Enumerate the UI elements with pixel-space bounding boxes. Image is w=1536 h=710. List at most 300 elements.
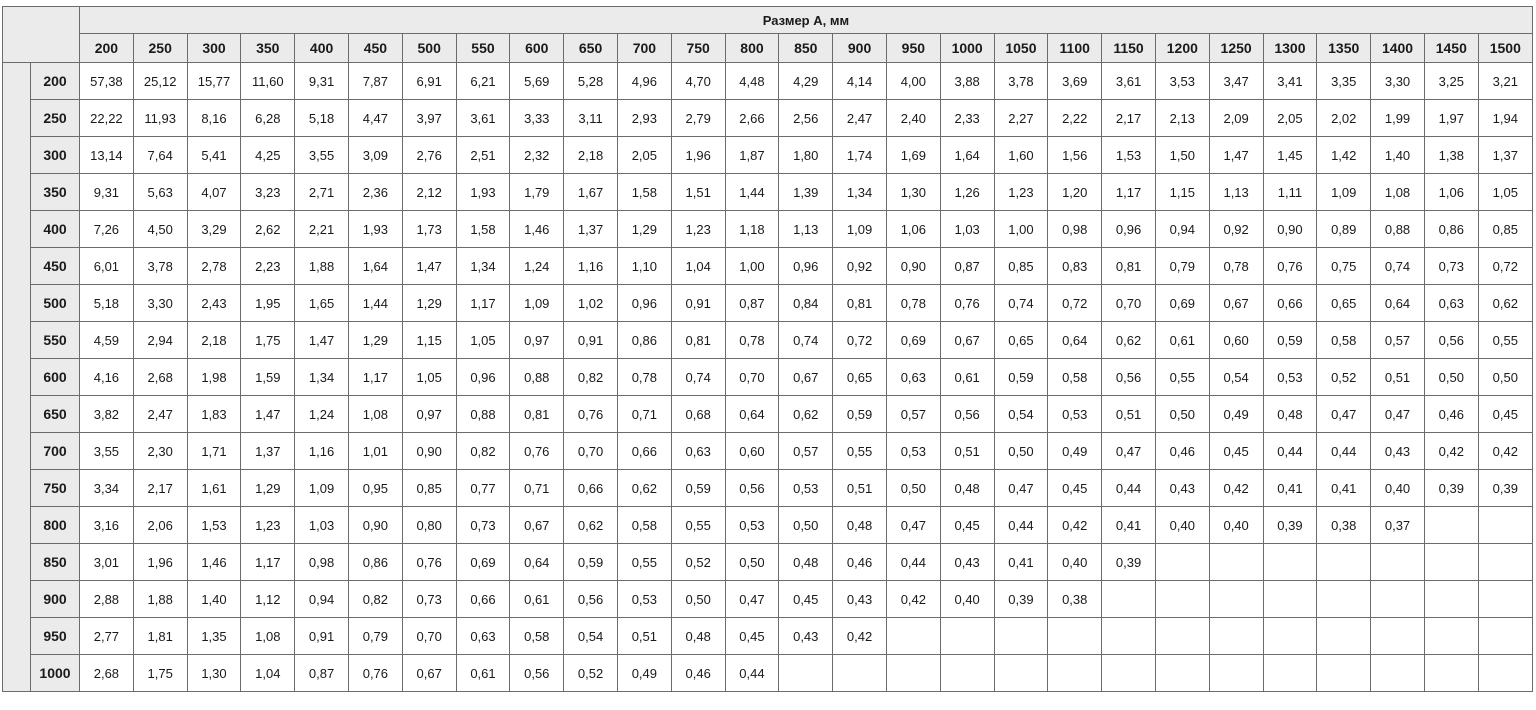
table-cell: 8,16 <box>187 100 241 137</box>
table-cell: 0,63 <box>1424 285 1478 322</box>
table-cell: 1,37 <box>241 433 295 470</box>
table-cell: 4,96 <box>617 63 671 100</box>
table-cell: 0,55 <box>671 507 725 544</box>
table-cell: 1,11 <box>1263 174 1317 211</box>
table-cell: 0,59 <box>994 359 1048 396</box>
table-cell: 0,73 <box>1424 248 1478 285</box>
table-cell: 3,61 <box>456 100 510 137</box>
table-cell: 0,95 <box>348 470 402 507</box>
table-cell: 0,55 <box>617 544 671 581</box>
table-cell <box>1155 655 1209 692</box>
table-cell: 3,69 <box>1048 63 1102 100</box>
table-cell: 5,41 <box>187 137 241 174</box>
row-header: 750 <box>31 470 80 507</box>
table-cell: 0,66 <box>617 433 671 470</box>
table-cell: 1,34 <box>295 359 349 396</box>
table-cell: 0,84 <box>779 285 833 322</box>
table-cell: 0,85 <box>1478 211 1532 248</box>
table-cell: 0,45 <box>1048 470 1102 507</box>
table-cell: 0,81 <box>510 396 564 433</box>
table-cell: 1,46 <box>187 544 241 581</box>
table-cell: 0,51 <box>1371 359 1425 396</box>
table-cell: 1,04 <box>241 655 295 692</box>
table-cell: 0,43 <box>833 581 887 618</box>
table-cell: 1,96 <box>671 137 725 174</box>
table-cell <box>1209 655 1263 692</box>
table-cell: 0,39 <box>1424 470 1478 507</box>
corner-cell <box>3 7 80 63</box>
table-cell: 2,30 <box>133 433 187 470</box>
table-cell: 0,96 <box>456 359 510 396</box>
table-cell: 1,93 <box>348 211 402 248</box>
table-cell: 0,76 <box>1263 248 1317 285</box>
table-cell: 0,56 <box>564 581 618 618</box>
table-cell: 4,59 <box>80 322 134 359</box>
column-header: 400 <box>295 34 349 63</box>
table-cell <box>994 618 1048 655</box>
table-cell: 1,17 <box>456 285 510 322</box>
table-cell: 0,76 <box>510 433 564 470</box>
table-cell: 5,63 <box>133 174 187 211</box>
table-cell: 0,62 <box>617 470 671 507</box>
table-cell <box>1371 581 1425 618</box>
table-cell: 1,18 <box>725 211 779 248</box>
table-cell: 0,48 <box>779 544 833 581</box>
table-cell: 1,13 <box>779 211 833 248</box>
table-cell: 1,95 <box>241 285 295 322</box>
table-cell: 0,50 <box>1424 359 1478 396</box>
table-cell: 0,76 <box>402 544 456 581</box>
table-cell: 0,67 <box>510 507 564 544</box>
table-cell: 13,14 <box>80 137 134 174</box>
table-cell: 3,33 <box>510 100 564 137</box>
table-cell: 2,51 <box>456 137 510 174</box>
table-cell: 2,22 <box>1048 100 1102 137</box>
table-cell: 2,68 <box>80 655 134 692</box>
table-cell: 1,74 <box>833 137 887 174</box>
table-cell: 0,49 <box>617 655 671 692</box>
table-cell: 1,16 <box>564 248 618 285</box>
table-cell: 0,64 <box>725 396 779 433</box>
table-cell: 0,90 <box>348 507 402 544</box>
table-cell: 0,45 <box>1209 433 1263 470</box>
table-cell: 1,29 <box>402 285 456 322</box>
table-cell: 0,58 <box>510 618 564 655</box>
table-cell: 0,82 <box>564 359 618 396</box>
table-cell: 1,46 <box>510 211 564 248</box>
table-cell: 0,72 <box>833 322 887 359</box>
table-cell: 0,46 <box>1155 433 1209 470</box>
column-header: 1050 <box>994 34 1048 63</box>
table-cell: 0,50 <box>886 470 940 507</box>
table-cell: 0,67 <box>779 359 833 396</box>
table-cell <box>779 655 833 692</box>
table-cell: 0,47 <box>1371 396 1425 433</box>
table-cell: 1,44 <box>725 174 779 211</box>
table-cell <box>1263 581 1317 618</box>
table-cell: 0,47 <box>886 507 940 544</box>
table-cell: 0,56 <box>510 655 564 692</box>
table-cell: 2,33 <box>940 100 994 137</box>
table-row <box>3 581 1533 618</box>
table-cell: 0,96 <box>617 285 671 322</box>
table-cell: 1,08 <box>1371 174 1425 211</box>
table-cell <box>886 655 940 692</box>
table-cell: 0,44 <box>1102 470 1156 507</box>
table-cell: 0,43 <box>1371 433 1425 470</box>
table-row <box>3 470 1533 507</box>
table-cell: 0,37 <box>1371 507 1425 544</box>
row-header: 400 <box>31 211 80 248</box>
table-cell: 0,55 <box>833 433 887 470</box>
table-cell: 0,85 <box>994 248 1048 285</box>
table-cell: 1,35 <box>187 618 241 655</box>
table-cell: 4,29 <box>779 63 833 100</box>
column-header: 1250 <box>1209 34 1263 63</box>
table-cell: 1,09 <box>510 285 564 322</box>
table-cell: 0,53 <box>1263 359 1317 396</box>
table-cell: 0,78 <box>617 359 671 396</box>
table-cell: 1,03 <box>295 507 349 544</box>
table-cell <box>1102 581 1156 618</box>
table-cell: 0,55 <box>1155 359 1209 396</box>
table-cell: 0,97 <box>510 322 564 359</box>
table-cell: 1,88 <box>295 248 349 285</box>
table-cell: 6,28 <box>241 100 295 137</box>
table-cell: 0,56 <box>725 470 779 507</box>
table-cell: 2,43 <box>187 285 241 322</box>
table-cell <box>1478 507 1532 544</box>
column-header: 950 <box>886 34 940 63</box>
table-cell: 0,39 <box>1102 544 1156 581</box>
table-cell: 2,47 <box>833 100 887 137</box>
table-cell: 1,09 <box>833 211 887 248</box>
table-cell: 0,44 <box>1317 433 1371 470</box>
table-cell: 0,60 <box>1209 322 1263 359</box>
table-cell: 3,11 <box>564 100 618 137</box>
table-cell: 0,63 <box>456 618 510 655</box>
table-cell: 0,96 <box>1102 211 1156 248</box>
table-cell: 0,39 <box>994 581 1048 618</box>
table-cell: 0,75 <box>1317 248 1371 285</box>
table-cell: 1,37 <box>1478 137 1532 174</box>
table-cell: 2,23 <box>241 248 295 285</box>
table-cell: 3,34 <box>80 470 134 507</box>
column-header: 800 <box>725 34 779 63</box>
table-cell: 0,88 <box>456 396 510 433</box>
table-cell: 0,85 <box>402 470 456 507</box>
table-cell: 2,76 <box>402 137 456 174</box>
table-cell: 1,20 <box>1048 174 1102 211</box>
table-cell: 4,50 <box>133 211 187 248</box>
table-cell: 4,48 <box>725 63 779 100</box>
table-cell: 4,07 <box>187 174 241 211</box>
table-cell: 7,26 <box>80 211 134 248</box>
table-cell <box>1424 544 1478 581</box>
column-header: 900 <box>833 34 887 63</box>
table-cell: 1,69 <box>886 137 940 174</box>
table-cell: 1,09 <box>295 470 349 507</box>
table-cell: 1,88 <box>133 581 187 618</box>
table-cell: 0,70 <box>1102 285 1156 322</box>
table-cell: 2,02 <box>1317 100 1371 137</box>
table-cell: 1,13 <box>1209 174 1263 211</box>
table-cell: 1,96 <box>133 544 187 581</box>
table-cell: 0,79 <box>348 618 402 655</box>
table-cell: 0,47 <box>725 581 779 618</box>
table-cell: 4,70 <box>671 63 725 100</box>
table-cell: 0,41 <box>1263 470 1317 507</box>
table-cell: 3,47 <box>1209 63 1263 100</box>
table-cell: 1,61 <box>187 470 241 507</box>
table-cell: 0,49 <box>1209 396 1263 433</box>
table-cell: 0,74 <box>671 359 725 396</box>
table-cell <box>833 655 887 692</box>
column-header: 1450 <box>1424 34 1478 63</box>
table-row <box>3 618 1533 655</box>
table-cell: 0,57 <box>779 433 833 470</box>
table-cell: 0,44 <box>886 544 940 581</box>
table-cell: 0,59 <box>564 544 618 581</box>
table-cell: 0,69 <box>1155 285 1209 322</box>
table-cell: 0,55 <box>1478 322 1532 359</box>
table-cell: 0,42 <box>1424 433 1478 470</box>
table-cell: 0,45 <box>940 507 994 544</box>
table-cell: 0,70 <box>725 359 779 396</box>
table-cell <box>1478 618 1532 655</box>
table-cell: 0,38 <box>1048 581 1102 618</box>
table-cell: 0,51 <box>617 618 671 655</box>
column-header: 1300 <box>1263 34 1317 63</box>
table-cell: 1,60 <box>994 137 1048 174</box>
table-cell: 0,46 <box>1424 396 1478 433</box>
table-cell: 3,88 <box>940 63 994 100</box>
table-cell: 0,47 <box>994 470 1048 507</box>
table-cell: 0,56 <box>940 396 994 433</box>
table-cell: 0,81 <box>671 322 725 359</box>
table-cell: 1,42 <box>1317 137 1371 174</box>
table-cell: 0,53 <box>1048 396 1102 433</box>
table-cell: 2,66 <box>725 100 779 137</box>
table-row <box>3 100 1533 137</box>
table-cell: 4,16 <box>80 359 134 396</box>
table-cell <box>1209 581 1263 618</box>
table-cell <box>994 655 1048 692</box>
column-header: 1200 <box>1155 34 1209 63</box>
table-cell: 1,17 <box>241 544 295 581</box>
table-cell: 1,45 <box>1263 137 1317 174</box>
table-cell: 15,77 <box>187 63 241 100</box>
table-cell: 0,40 <box>1209 507 1263 544</box>
table-cell: 1,58 <box>456 211 510 248</box>
table-cell: 0,91 <box>295 618 349 655</box>
table-cell: 0,86 <box>1424 211 1478 248</box>
table-cell: 2,17 <box>1102 100 1156 137</box>
table-cell <box>1263 544 1317 581</box>
table-cell: 1,29 <box>241 470 295 507</box>
table-cell: 2,21 <box>295 211 349 248</box>
table-cell: 1,29 <box>617 211 671 248</box>
table-cell: 1,03 <box>940 211 994 248</box>
table-cell: 0,40 <box>1371 470 1425 507</box>
table-cell: 0,91 <box>671 285 725 322</box>
table-cell: 0,51 <box>940 433 994 470</box>
table-cell: 0,40 <box>940 581 994 618</box>
table-cell <box>1155 618 1209 655</box>
table-cell: 2,94 <box>133 322 187 359</box>
table-cell: 0,47 <box>1317 396 1371 433</box>
table-cell <box>1478 581 1532 618</box>
table-cell: 1,17 <box>1102 174 1156 211</box>
row-header: 650 <box>31 396 80 433</box>
row-header: 700 <box>31 433 80 470</box>
table-cell: 2,18 <box>564 137 618 174</box>
table-cell: 0,48 <box>671 618 725 655</box>
table-cell: 0,50 <box>779 507 833 544</box>
table-cell: 0,65 <box>833 359 887 396</box>
table-cell: 1,80 <box>779 137 833 174</box>
table-cell: 1,05 <box>456 322 510 359</box>
table-cell: 6,21 <box>456 63 510 100</box>
table-cell: 0,44 <box>994 507 1048 544</box>
table-cell: 1,34 <box>833 174 887 211</box>
table-cell: 0,78 <box>1209 248 1263 285</box>
table-cell: 1,34 <box>456 248 510 285</box>
table-cell: 3,01 <box>80 544 134 581</box>
table-cell: 0,69 <box>886 322 940 359</box>
table-cell: 0,90 <box>1263 211 1317 248</box>
table-cell: 0,43 <box>779 618 833 655</box>
column-header: 850 <box>779 34 833 63</box>
table-cell: 3,29 <box>187 211 241 248</box>
table-cell: 1,23 <box>994 174 1048 211</box>
table-cell <box>1371 544 1425 581</box>
table-cell: 2,62 <box>241 211 295 248</box>
table-cell: 5,28 <box>564 63 618 100</box>
table-cell: 9,31 <box>80 174 134 211</box>
table-cell: 1,38 <box>1424 137 1478 174</box>
table-cell: 0,83 <box>1048 248 1102 285</box>
table-cell <box>1209 618 1263 655</box>
table-cell: 1,81 <box>133 618 187 655</box>
table-cell: 0,56 <box>1102 359 1156 396</box>
table-cell: 1,94 <box>1478 100 1532 137</box>
table-cell: 1,23 <box>241 507 295 544</box>
table-cell: 0,66 <box>1263 285 1317 322</box>
table-cell: 0,58 <box>1317 322 1371 359</box>
table-cell <box>1317 581 1371 618</box>
table-cell: 0,70 <box>402 618 456 655</box>
table-row <box>3 655 1533 692</box>
table-cell: 0,41 <box>1317 470 1371 507</box>
table-cell: 3,53 <box>1155 63 1209 100</box>
row-header: 900 <box>31 581 80 618</box>
table-cell: 1,08 <box>348 396 402 433</box>
table-cell: 0,42 <box>1478 433 1532 470</box>
table-cell: 2,79 <box>671 100 725 137</box>
table-cell: 1,26 <box>940 174 994 211</box>
table-cell: 0,51 <box>833 470 887 507</box>
column-header: 1400 <box>1371 34 1425 63</box>
table-cell: 0,78 <box>725 322 779 359</box>
table-cell: 1,24 <box>510 248 564 285</box>
table-cell: 3,21 <box>1478 63 1532 100</box>
row-header: 1000 <box>31 655 80 692</box>
table-cell: 0,41 <box>994 544 1048 581</box>
table-cell: 1,08 <box>241 618 295 655</box>
table-row <box>3 396 1533 433</box>
row-header: 250 <box>31 100 80 137</box>
table-cell: 1,64 <box>940 137 994 174</box>
table-cell: 1,65 <box>295 285 349 322</box>
table-cell: 0,53 <box>779 470 833 507</box>
table-cell <box>940 618 994 655</box>
table-row <box>3 359 1533 396</box>
table-cell: 1,67 <box>564 174 618 211</box>
table-cell: 0,87 <box>725 285 779 322</box>
table-cell: 0,92 <box>1209 211 1263 248</box>
row-header: 550 <box>31 322 80 359</box>
column-header: 1350 <box>1317 34 1371 63</box>
table-cell: 1,53 <box>1102 137 1156 174</box>
table-cell: 2,68 <box>133 359 187 396</box>
table-cell <box>1317 618 1371 655</box>
row-header: 350 <box>31 174 80 211</box>
table-cell: 0,62 <box>779 396 833 433</box>
table-cell <box>1424 655 1478 692</box>
table-cell: 0,39 <box>1263 507 1317 544</box>
table-cell: 11,93 <box>133 100 187 137</box>
column-header: 1000 <box>940 34 994 63</box>
table-cell: 1,40 <box>187 581 241 618</box>
table-cell: 0,94 <box>295 581 349 618</box>
table-cell <box>1155 581 1209 618</box>
table-cell: 1,09 <box>1317 174 1371 211</box>
table-cell: 3,55 <box>80 433 134 470</box>
size-a-title: Размер А, мм <box>80 7 1533 34</box>
table-cell: 4,14 <box>833 63 887 100</box>
column-header: 550 <box>456 34 510 63</box>
table-cell: 3,23 <box>241 174 295 211</box>
table-cell: 22,22 <box>80 100 134 137</box>
table-cell: 0,74 <box>1371 248 1425 285</box>
column-header: 600 <box>510 34 564 63</box>
table-cell: 1,98 <box>187 359 241 396</box>
table-cell: 3,82 <box>80 396 134 433</box>
table-cell: 0,57 <box>886 396 940 433</box>
table-cell: 0,96 <box>779 248 833 285</box>
table-cell: 1,64 <box>348 248 402 285</box>
column-header: 1150 <box>1102 34 1156 63</box>
table-cell: 57,38 <box>80 63 134 100</box>
table-cell: 6,91 <box>402 63 456 100</box>
table-cell: 2,13 <box>1155 100 1209 137</box>
table-cell: 1,12 <box>241 581 295 618</box>
table-cell: 4,25 <box>241 137 295 174</box>
row-header: 800 <box>31 507 80 544</box>
table-cell <box>1155 544 1209 581</box>
table-cell: 0,82 <box>456 433 510 470</box>
table-cell: 2,18 <box>187 322 241 359</box>
table-cell: 0,58 <box>617 507 671 544</box>
table-cell: 3,25 <box>1424 63 1478 100</box>
table-cell: 2,17 <box>133 470 187 507</box>
table-cell: 0,50 <box>994 433 1048 470</box>
row-header: 450 <box>31 248 80 285</box>
table-cell: 0,88 <box>1371 211 1425 248</box>
column-header: 1500 <box>1478 34 1532 63</box>
table-cell <box>1209 544 1263 581</box>
